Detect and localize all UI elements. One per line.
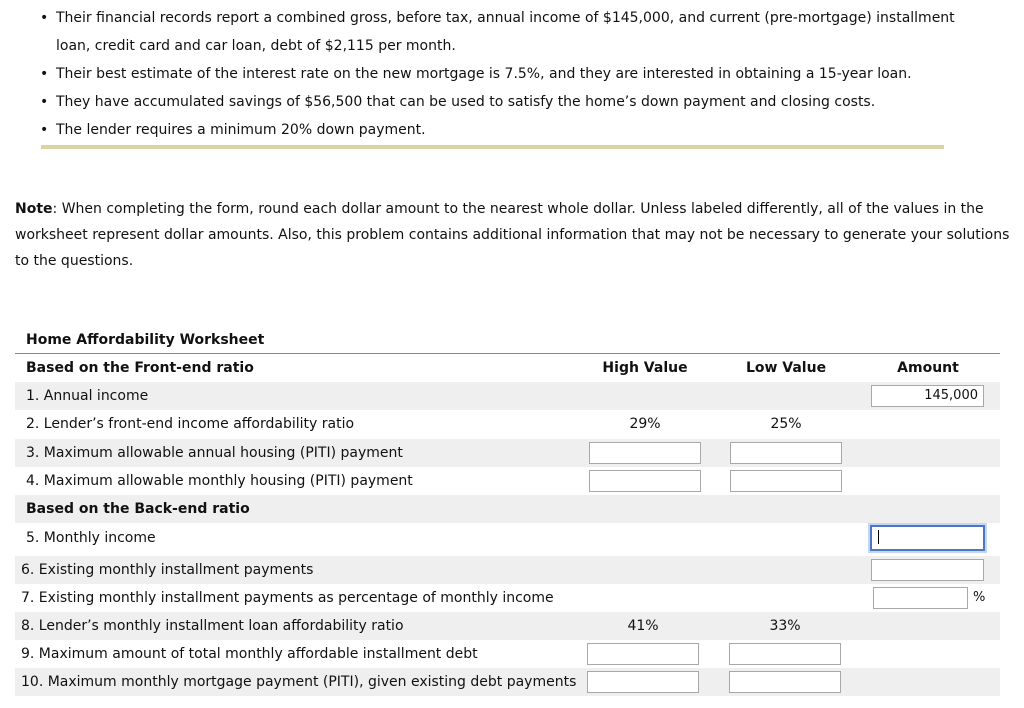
amount-column-header: Amount [897,360,959,376]
note-label: Note [15,201,53,217]
text-caret [878,530,879,544]
max-installment-debt-low-input[interactable] [729,643,841,665]
table-row [15,523,1000,555]
monthly-income-amount-input[interactable] [870,525,985,551]
table-row [15,612,1000,640]
table-row [15,439,1000,467]
facts-list [40,4,960,144]
row-label: 10. Maximum monthly mortgage payment (PITI), given existing debt payments [21,674,577,690]
max-mortgage-payment-low-input[interactable] [729,671,841,693]
max-installment-debt-high-input[interactable] [587,643,699,665]
row-label: 9. Maximum amount of total monthly affordable installment debt [21,646,478,662]
row-label: 1. Annual income [26,388,149,404]
row-label: 5. Monthly income [26,530,156,546]
table-row [15,584,1000,612]
worksheet-title: Home Affordability Worksheet [26,332,265,348]
high-value-column-header: High Value [602,360,688,376]
fact-income-debt: • Their financial records report a combined gross, before tax, annual income of $145,000, and current (pre-mortgage) installment loan, credit card and car loan, debt of $2,115 per month. [40,4,960,60]
existing-installment-payments-input[interactable] [871,559,984,581]
section-divider [41,145,944,149]
table-row [15,668,1000,696]
row-label: 6. Existing monthly installment payments [21,562,314,578]
note-text: : When completing the form, round each dollar amount to the nearest whole dollar. Unless labeled differently, all of the values in the worksheet represent dollar amounts. Also, this problem contains additional information that may not be necessary to generate your solutions to the questions. [15,201,1010,269]
low-value-column-header: Low Value [745,360,827,376]
row-label: 4. Maximum allowable monthly housing (PITI) payment [26,473,413,489]
table-row [15,467,1000,495]
row-label: 2. Lender’s front-end income affordability ratio [26,416,355,432]
annual-income-amount-field[interactable]: 145,000 [871,385,984,407]
monthly-piti-high-input[interactable] [589,470,701,492]
table-row [15,382,1000,410]
fact-savings: • They have accumulated savings of $56,500 that can be used to satisfy the home’s down payment and closing costs. [40,88,960,116]
row-label: 8. Lender’s monthly installment loan affordability ratio [21,618,404,634]
annual-piti-low-input[interactable] [730,442,842,464]
installment-percentage-input[interactable] [873,587,968,609]
table-row [15,410,1000,438]
back-end-section-heading: Based on the Back-end ratio [26,501,250,517]
monthly-piti-low-input[interactable] [730,470,842,492]
annual-piti-high-input[interactable] [589,442,701,464]
front-end-section-heading: Based on the Front-end ratio [26,360,254,376]
note-paragraph [15,196,1013,274]
table-row [15,640,1000,668]
front-end-ratio-low: 25% [770,416,802,432]
fact-interest-rate: • Their best estimate of the interest rate on the new mortgage is 7.5%, and they are interested in obtaining a 15-year loan. [40,60,960,88]
back-end-ratio-high: 41% [627,618,659,634]
back-end-header-row [15,495,1000,523]
fact-down-payment: • The lender requires a minimum 20% down payment. [40,116,960,144]
row-label: 7. Existing monthly installment payments as percentage of monthly income [21,590,554,606]
back-end-ratio-low: 33% [769,618,801,634]
table-row [15,556,1000,584]
row-label: 3. Maximum allowable annual housing (PITI) payment [26,445,403,461]
percent-unit-label: % [973,590,986,605]
max-mortgage-payment-high-input[interactable] [587,671,699,693]
front-end-ratio-high: 29% [629,416,661,432]
front-end-header-row [15,354,1000,382]
